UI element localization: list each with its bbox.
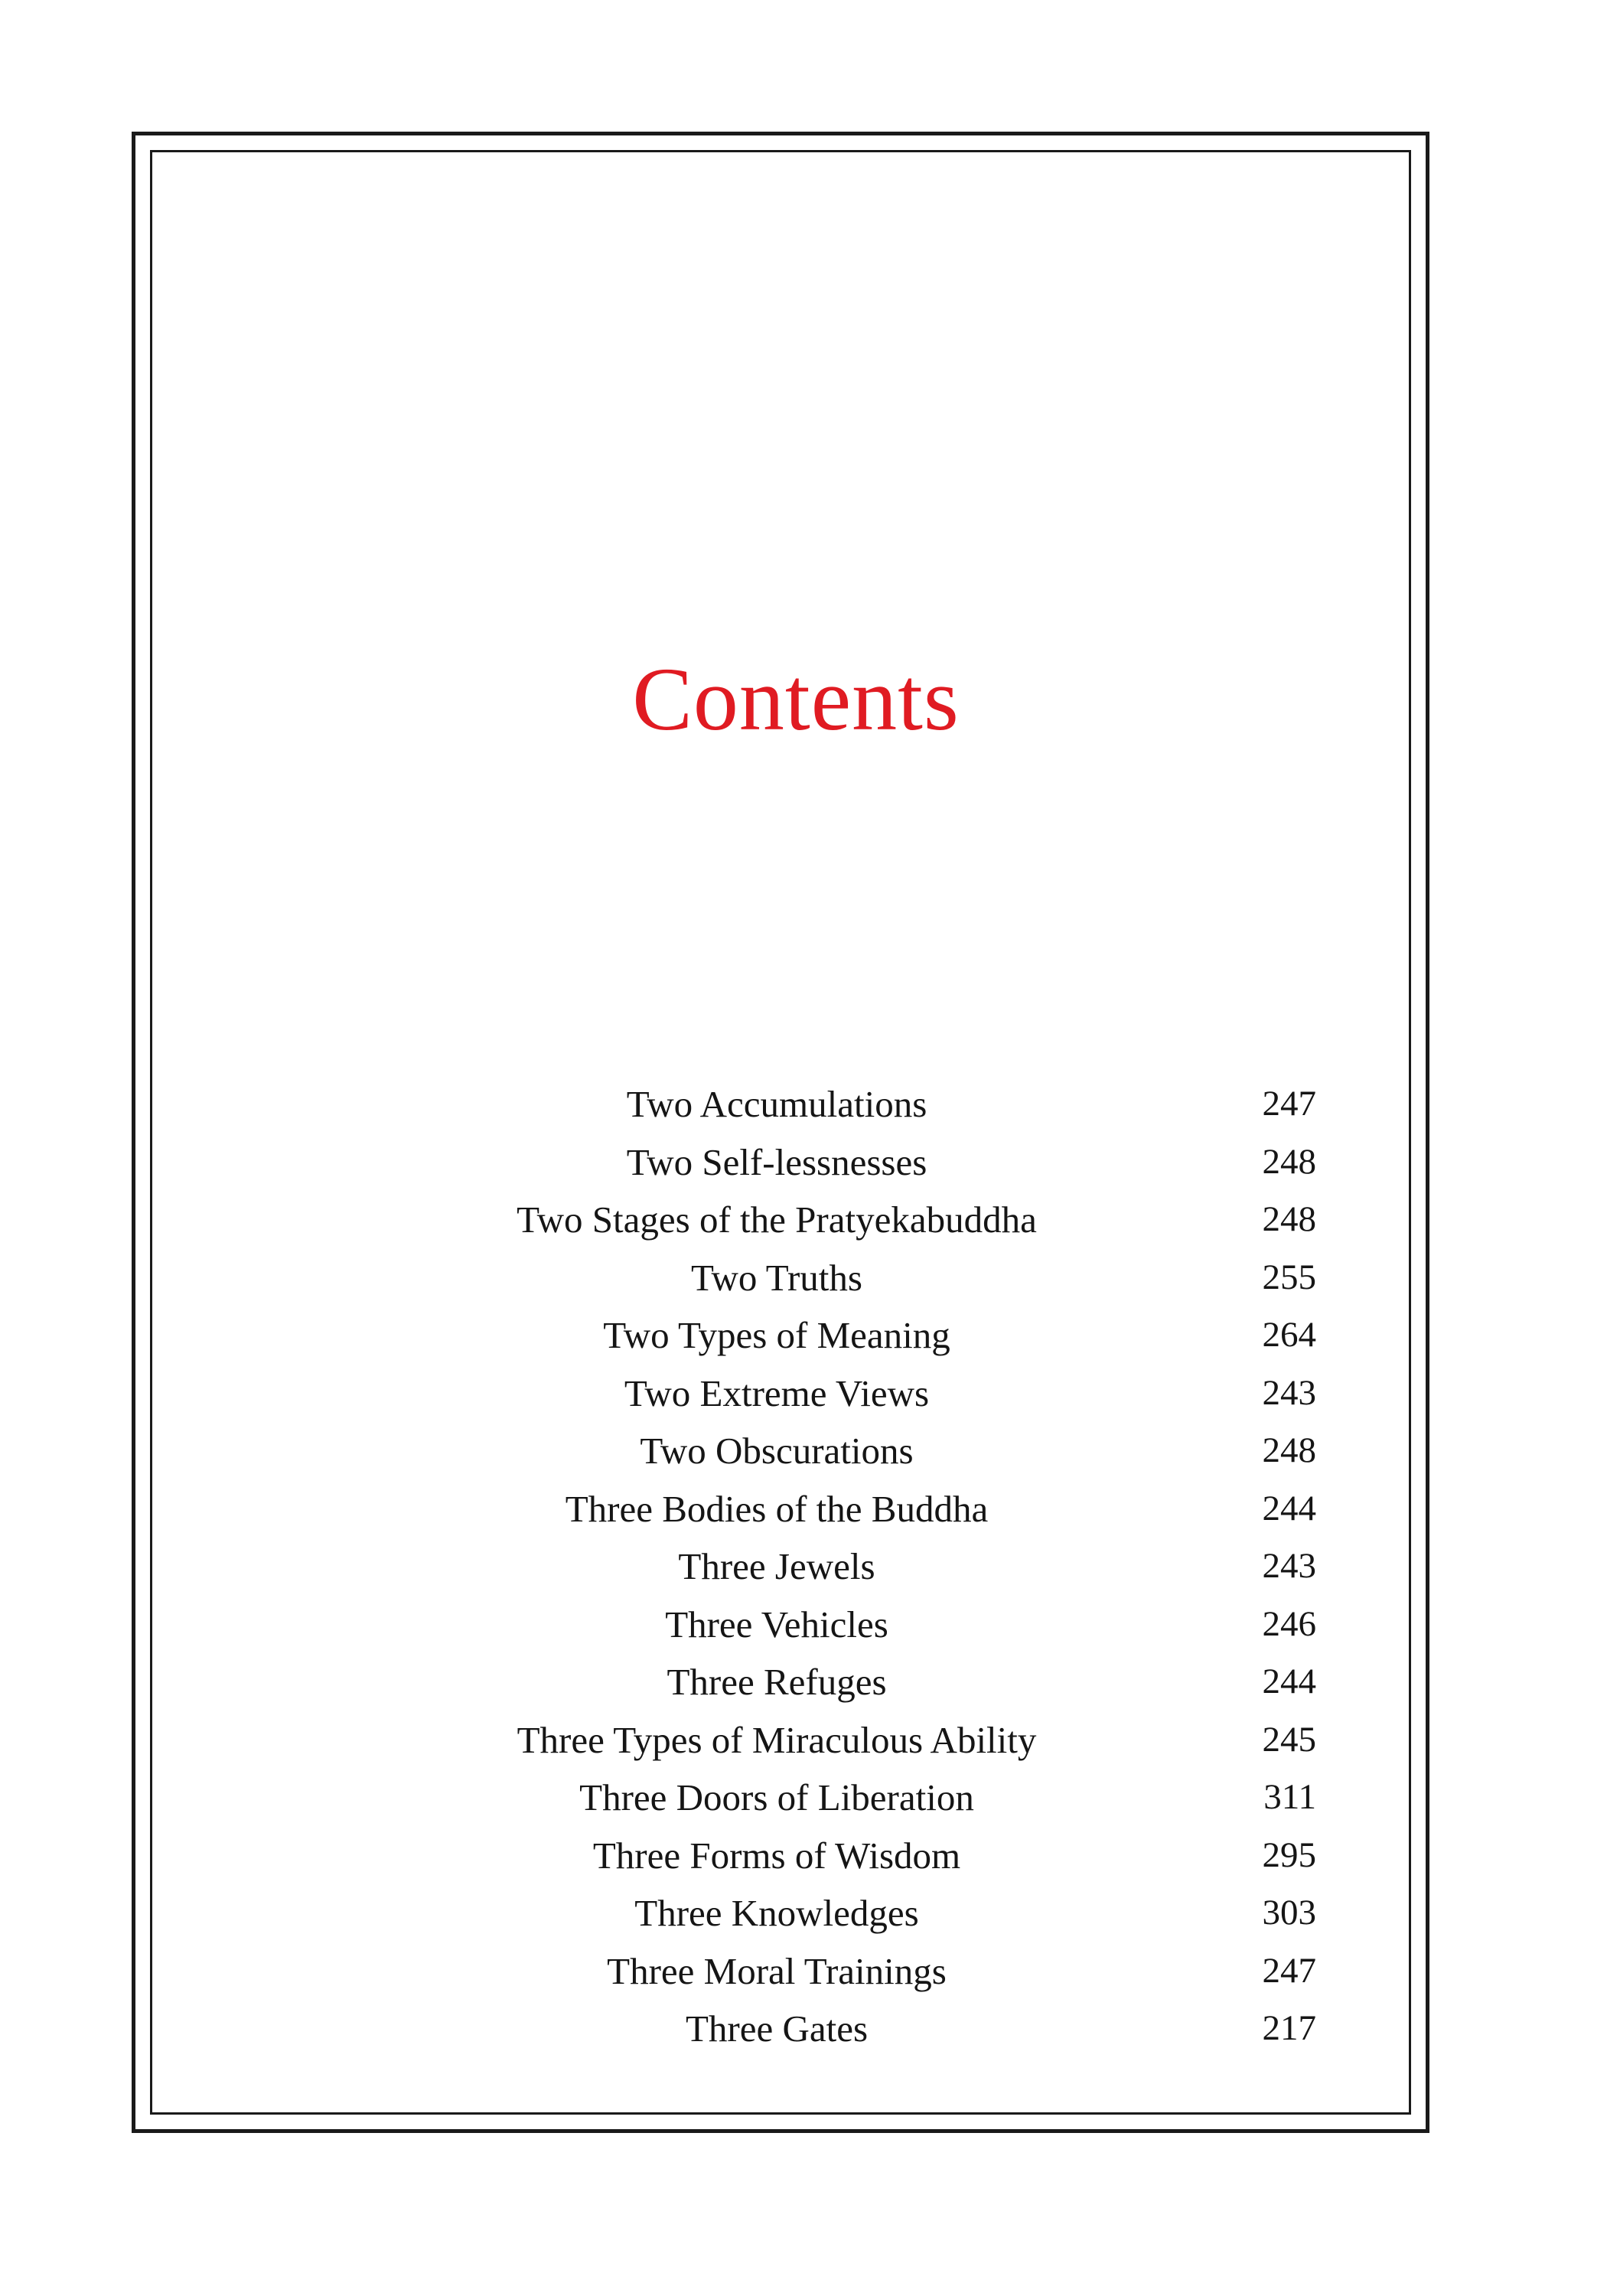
toc-entry-page-number: 217 [1262, 2008, 1316, 2048]
toc-entry-title: Three Gates [685, 2007, 869, 2050]
toc-entry-title: Three Forms of Wisdom [592, 1834, 961, 1877]
toc-entry-title: Two Truths [691, 1256, 862, 1299]
toc-entry-title: Three Vehicles [665, 1603, 888, 1645]
toc-entry-page-number: 245 [1262, 1719, 1316, 1760]
toc-entry[interactable] [306, 1075, 1316, 1133]
toc-entry-page-number: 303 [1262, 1893, 1316, 1932]
table-of-contents-list [306, 1075, 1316, 2058]
toc-entry[interactable] [306, 1480, 1316, 1538]
toc-entry[interactable] [306, 1596, 1316, 1654]
toc-entry-title: Two Obscurations [640, 1430, 914, 1472]
page-title: Contents [632, 649, 960, 749]
toc-entry-page-number: 248 [1262, 1430, 1316, 1470]
toc-entry-title: Three Refuges [667, 1661, 887, 1703]
toc-entry-title: Two Stages of the Pratyekabuddha [517, 1199, 1037, 1241]
toc-entry-page-number: 243 [1262, 1546, 1316, 1586]
toc-entry-page-number: 244 [1262, 1662, 1316, 1701]
toc-entry[interactable] [306, 1133, 1316, 1192]
toc-entry[interactable] [306, 1711, 1316, 1769]
toc-entry-title: Three Doors of Liberation [579, 1776, 974, 1818]
toc-entry-page-number: 244 [1262, 1488, 1316, 1528]
toc-entry-title: Three Jewels [678, 1545, 875, 1587]
toc-entry-page-number: 264 [1262, 1315, 1316, 1355]
toc-entry[interactable] [306, 1249, 1316, 1307]
toc-entry[interactable] [306, 1884, 1316, 1942]
toc-entry[interactable] [306, 1538, 1316, 1596]
toc-entry-title: Three Moral Trainings [607, 1949, 947, 1992]
toc-entry-page-number: 247 [1262, 1950, 1316, 1991]
toc-entry-page-number: 248 [1262, 1141, 1316, 1182]
toc-entry[interactable] [306, 1306, 1316, 1365]
toc-entry-page-number: 246 [1262, 1603, 1316, 1644]
toc-entry-page-number: 311 [1263, 1777, 1316, 1817]
toc-entry[interactable] [306, 1365, 1316, 1423]
toc-entry-title: Three Types of Miraculous Ability [517, 1718, 1037, 1761]
toc-entry-title: Three Bodies of the Buddha [565, 1487, 989, 1530]
toc-entry[interactable] [306, 1191, 1316, 1249]
toc-entry-title: Two Accumulations [626, 1083, 927, 1125]
toc-entry-page-number: 247 [1262, 1084, 1316, 1124]
toc-entry[interactable] [306, 1653, 1316, 1711]
toc-entry[interactable] [306, 1769, 1316, 1827]
toc-entry-page-number: 295 [1262, 1835, 1316, 1875]
toc-entry[interactable] [306, 1942, 1316, 2001]
toc-entry-title: Three Knowledges [634, 1892, 919, 1934]
toc-entry[interactable] [306, 2000, 1316, 2058]
toc-entry[interactable] [306, 1827, 1316, 1885]
toc-entry-page-number: 243 [1262, 1372, 1316, 1413]
toc-entry[interactable] [306, 1422, 1316, 1480]
toc-entry-page-number: 255 [1262, 1257, 1316, 1297]
toc-entry-page-number: 248 [1262, 1199, 1316, 1239]
toc-entry-title: Two Extreme Views [624, 1371, 930, 1414]
toc-entry-title: Two Types of Meaning [603, 1314, 950, 1356]
toc-entry-title: Two Self-lessnesses [626, 1140, 927, 1183]
